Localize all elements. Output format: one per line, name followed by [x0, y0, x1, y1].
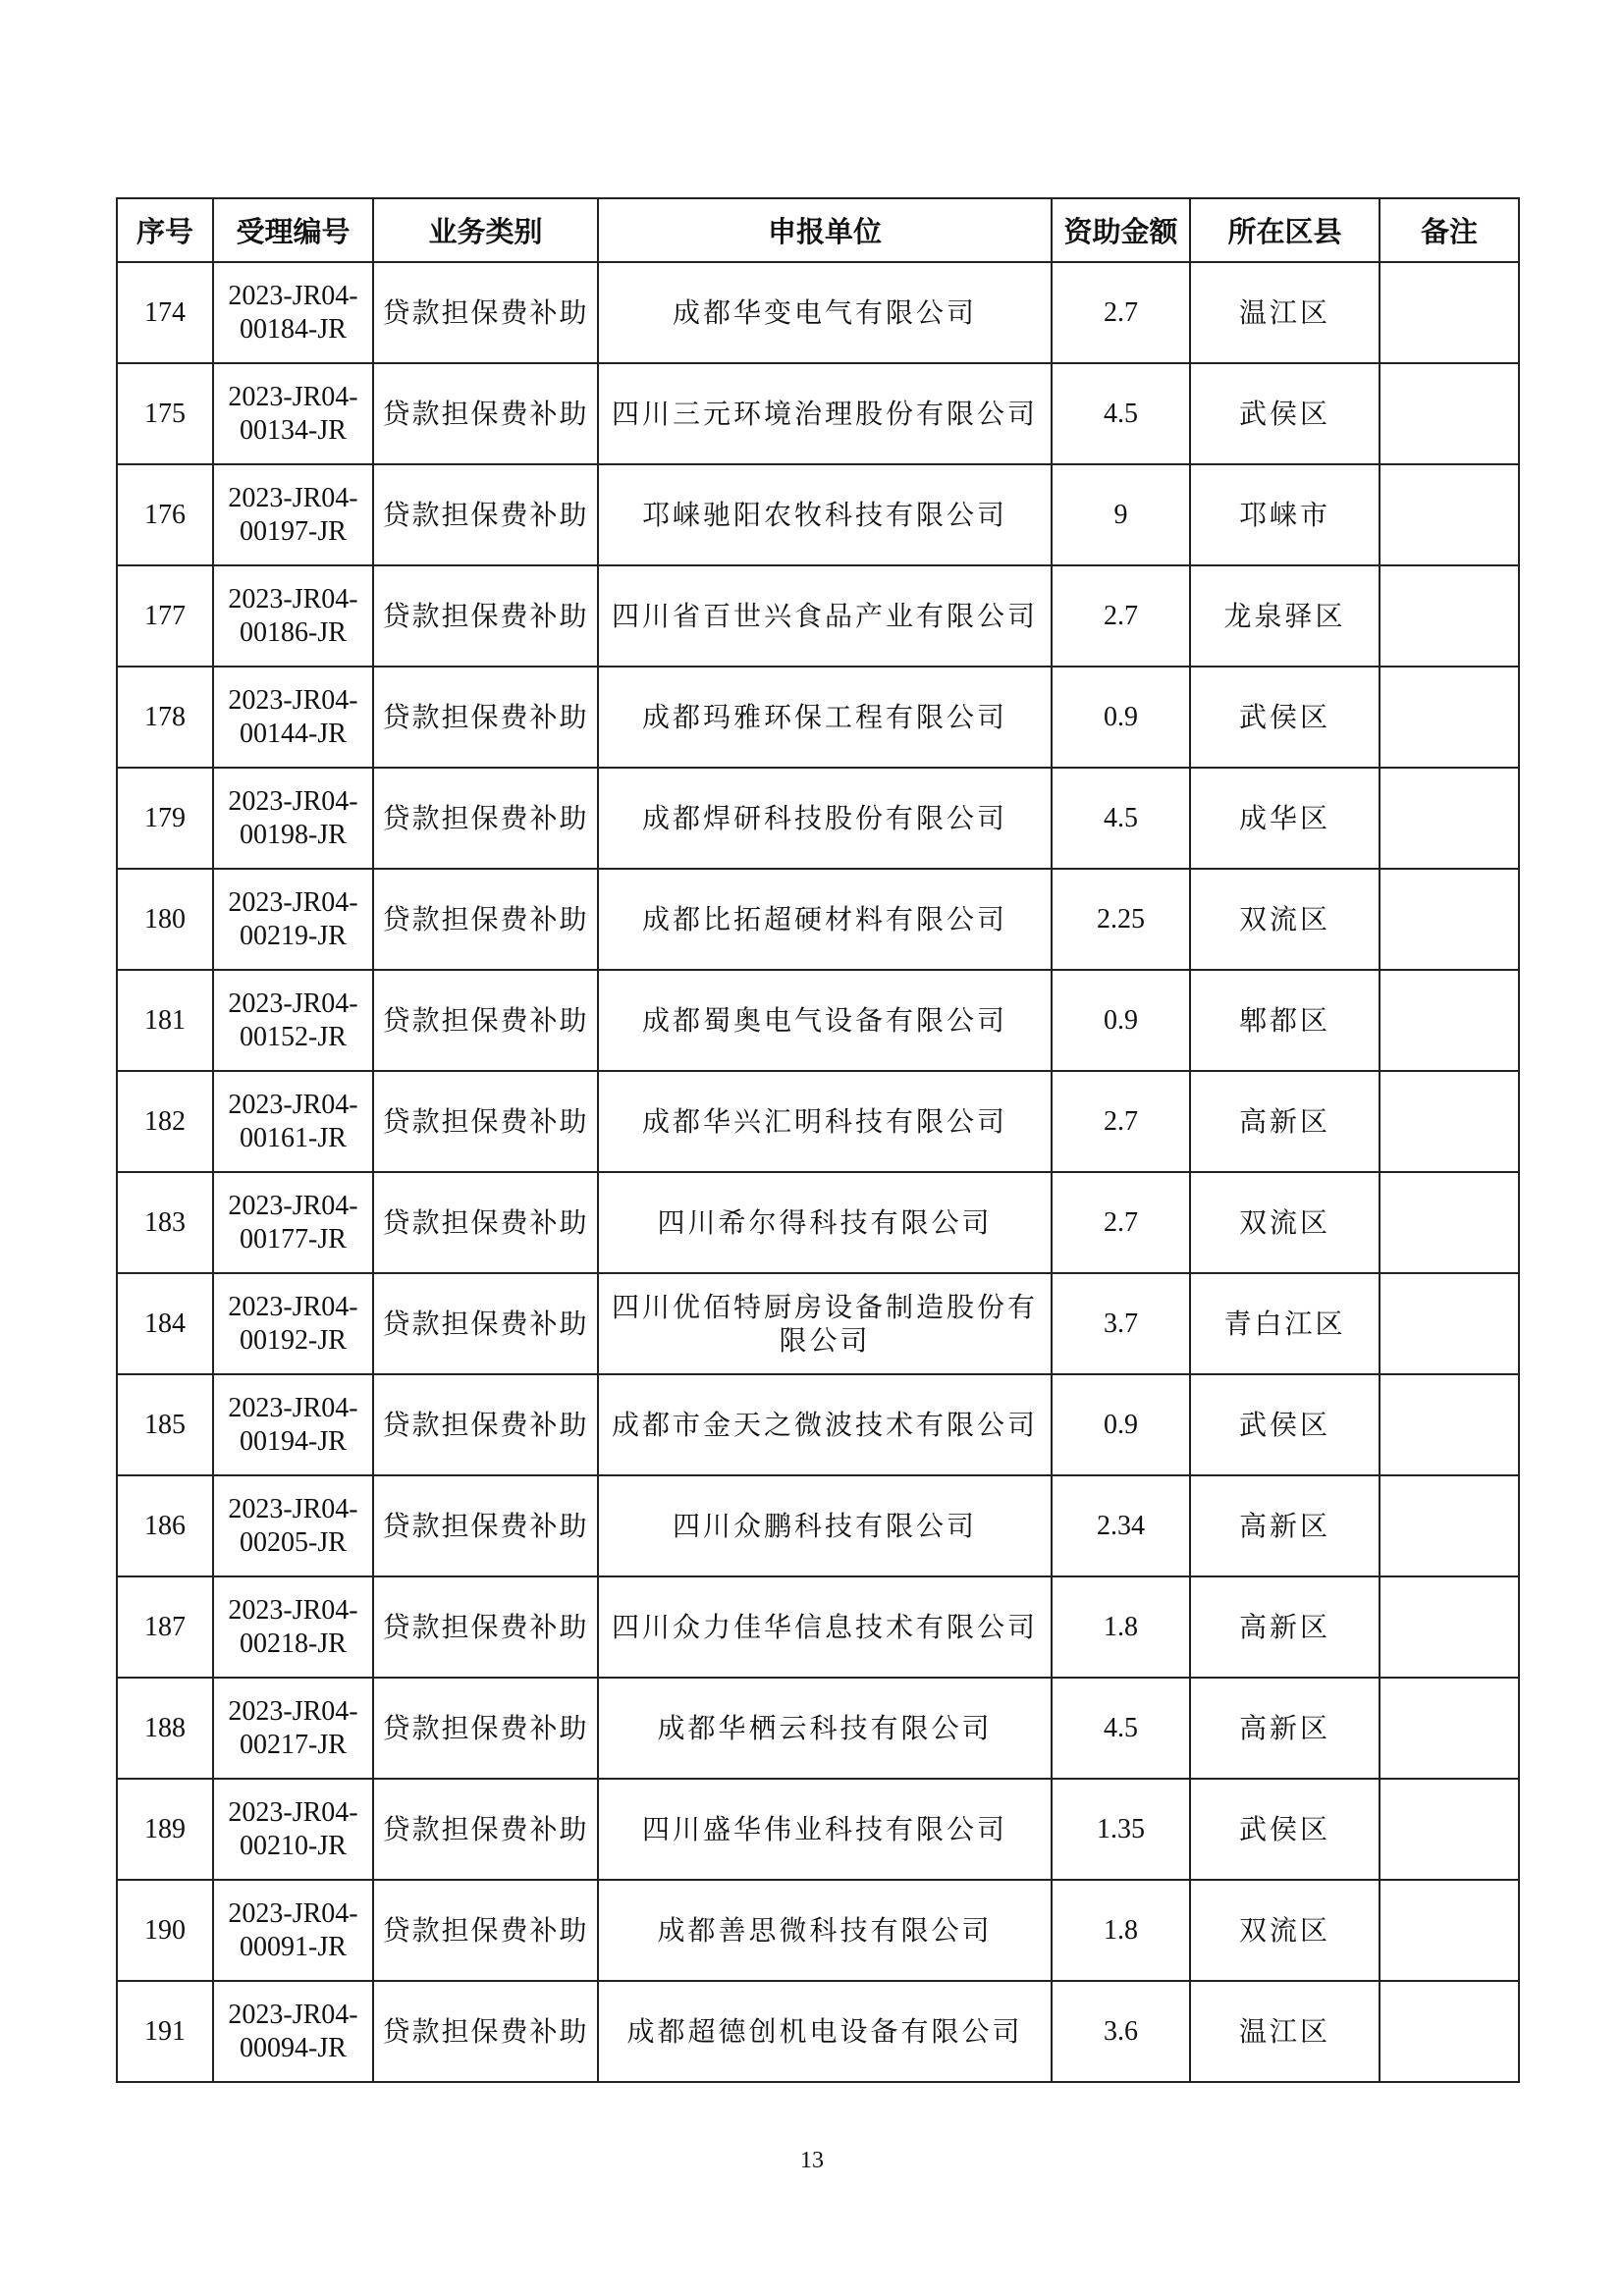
cell-seq: 190	[117, 1880, 213, 1981]
cell-seq: 188	[117, 1678, 213, 1779]
cell-district: 高新区	[1190, 1071, 1380, 1172]
cell-district: 成华区	[1190, 768, 1380, 869]
cell-category: 贷款担保费补助	[373, 1576, 598, 1678]
cell-code-line-2: 00152-JR	[240, 1021, 347, 1052]
cell-code-line-1: 2023-JR04-	[228, 1089, 358, 1120]
table-header-row	[117, 198, 1519, 262]
cell-unit: 成都市金天之微波技术有限公司	[598, 1374, 1052, 1475]
cell-amount: 0.9	[1052, 1374, 1190, 1475]
cell-seq: 184	[117, 1273, 213, 1374]
cell-note	[1380, 1678, 1519, 1779]
table-row	[117, 869, 1519, 970]
cell-code	[213, 1071, 373, 1172]
cell-seq: 187	[117, 1576, 213, 1678]
cell-district: 龙泉驿区	[1190, 565, 1380, 667]
cell-code-line-2: 00184-JR	[240, 313, 347, 345]
cell-code-line-1: 2023-JR04-	[228, 381, 358, 412]
cell-code-line-1: 2023-JR04-	[228, 1594, 358, 1626]
cell-district: 高新区	[1190, 1678, 1380, 1779]
cell-unit: 四川三元环境治理股份有限公司	[598, 363, 1052, 464]
cell-code-line-1: 2023-JR04-	[228, 1695, 358, 1727]
cell-code-line-2: 00134-JR	[240, 414, 347, 446]
header-code: 受理编号	[213, 198, 373, 262]
cell-amount: 1.8	[1052, 1576, 1190, 1678]
cell-code-line-1: 2023-JR04-	[228, 1392, 358, 1423]
cell-seq: 176	[117, 464, 213, 565]
cell-district: 武侯区	[1190, 667, 1380, 768]
table-row	[117, 970, 1519, 1071]
cell-seq: 183	[117, 1172, 213, 1273]
cell-code-line-1: 2023-JR04-	[228, 583, 358, 614]
cell-amount: 2.7	[1052, 1071, 1190, 1172]
cell-code-line-2: 00091-JR	[240, 1931, 347, 1962]
cell-code-line-2: 00094-JR	[240, 2032, 347, 2063]
header-category: 业务类别	[373, 198, 598, 262]
cell-seq: 191	[117, 1981, 213, 2082]
table-row	[117, 262, 1519, 363]
cell-seq: 175	[117, 363, 213, 464]
cell-code	[213, 667, 373, 768]
cell-code-line-1: 2023-JR04-	[228, 1999, 358, 2030]
cell-code-line-1: 2023-JR04-	[228, 482, 358, 513]
cell-category: 贷款担保费补助	[373, 262, 598, 363]
cell-amount: 4.5	[1052, 363, 1190, 464]
header-note: 备注	[1380, 198, 1519, 262]
cell-category: 贷款担保费补助	[373, 768, 598, 869]
cell-unit: 成都善思微科技有限公司	[598, 1880, 1052, 1981]
cell-amount: 4.5	[1052, 768, 1190, 869]
table-row	[117, 1071, 1519, 1172]
cell-seq: 182	[117, 1071, 213, 1172]
cell-note	[1380, 768, 1519, 869]
cell-seq: 178	[117, 667, 213, 768]
table-row	[117, 565, 1519, 667]
cell-code-line-2: 00210-JR	[240, 1830, 347, 1861]
cell-note	[1380, 1576, 1519, 1678]
cell-amount: 2.34	[1052, 1475, 1190, 1576]
cell-unit: 四川众鹏科技有限公司	[598, 1475, 1052, 1576]
page-number: 13	[800, 2148, 824, 2173]
cell-category: 贷款担保费补助	[373, 1374, 598, 1475]
cell-amount: 2.25	[1052, 869, 1190, 970]
cell-seq: 185	[117, 1374, 213, 1475]
cell-district: 青白江区	[1190, 1273, 1380, 1374]
cell-district: 温江区	[1190, 1981, 1380, 2082]
cell-unit: 成都华兴汇明科技有限公司	[598, 1071, 1052, 1172]
table-row	[117, 1981, 1519, 2082]
cell-code	[213, 262, 373, 363]
cell-note	[1380, 1779, 1519, 1880]
cell-district: 郫都区	[1190, 970, 1380, 1071]
table-row	[117, 1172, 1519, 1273]
cell-seq: 174	[117, 262, 213, 363]
cell-code-line-1: 2023-JR04-	[228, 988, 358, 1019]
cell-category: 贷款担保费补助	[373, 970, 598, 1071]
cell-code	[213, 464, 373, 565]
cell-amount: 0.9	[1052, 667, 1190, 768]
cell-code	[213, 565, 373, 667]
cell-code-line-1: 2023-JR04-	[228, 785, 358, 817]
cell-category: 贷款担保费补助	[373, 1273, 598, 1374]
cell-code-line-2: 00219-JR	[240, 920, 347, 951]
cell-unit: 成都华栖云科技有限公司	[598, 1678, 1052, 1779]
cell-category: 贷款担保费补助	[373, 1475, 598, 1576]
cell-district: 武侯区	[1190, 1779, 1380, 1880]
cell-code	[213, 1576, 373, 1678]
cell-unit: 四川希尔得科技有限公司	[598, 1172, 1052, 1273]
cell-amount: 2.7	[1052, 262, 1190, 363]
cell-code-line-1: 2023-JR04-	[228, 1291, 358, 1322]
cell-note	[1380, 869, 1519, 970]
cell-seq: 181	[117, 970, 213, 1071]
cell-code	[213, 1172, 373, 1273]
cell-category: 贷款担保费补助	[373, 869, 598, 970]
cell-district: 双流区	[1190, 1880, 1380, 1981]
cell-amount: 4.5	[1052, 1678, 1190, 1779]
cell-code-line-2: 00198-JR	[240, 819, 347, 850]
cell-unit: 四川盛华伟业科技有限公司	[598, 1779, 1052, 1880]
cell-code	[213, 1779, 373, 1880]
table-row	[117, 363, 1519, 464]
cell-unit: 成都超德创机电设备有限公司	[598, 1981, 1052, 2082]
cell-code-line-2: 00218-JR	[240, 1628, 347, 1659]
cell-unit: 四川优佰特厨房设备制造股份有限公司	[598, 1273, 1052, 1374]
cell-code	[213, 869, 373, 970]
table-row	[117, 464, 1519, 565]
cell-category: 贷款担保费补助	[373, 363, 598, 464]
table-row	[117, 1779, 1519, 1880]
cell-code-line-2: 00186-JR	[240, 616, 347, 648]
table-row	[117, 1678, 1519, 1779]
cell-code-line-1: 2023-JR04-	[228, 684, 358, 716]
cell-note	[1380, 1475, 1519, 1576]
cell-code	[213, 1981, 373, 2082]
cell-amount: 0.9	[1052, 970, 1190, 1071]
cell-code-line-2: 00144-JR	[240, 718, 347, 749]
cell-unit: 成都比拓超硬材料有限公司	[598, 869, 1052, 970]
cell-code	[213, 768, 373, 869]
cell-code-line-2: 00197-JR	[240, 515, 347, 547]
cell-code	[213, 363, 373, 464]
cell-note	[1380, 1880, 1519, 1981]
table-row	[117, 1374, 1519, 1475]
header-district: 所在区县	[1190, 198, 1380, 262]
cell-note	[1380, 464, 1519, 565]
cell-category: 贷款担保费补助	[373, 464, 598, 565]
cell-seq: 180	[117, 869, 213, 970]
cell-amount: 1.35	[1052, 1779, 1190, 1880]
cell-amount: 3.7	[1052, 1273, 1190, 1374]
cell-unit: 邛崃驰阳农牧科技有限公司	[598, 464, 1052, 565]
table-row	[117, 667, 1519, 768]
header-unit: 申报单位	[598, 198, 1052, 262]
cell-note	[1380, 1172, 1519, 1273]
cell-seq: 179	[117, 768, 213, 869]
funding-table	[116, 197, 1520, 2083]
cell-amount: 2.7	[1052, 565, 1190, 667]
cell-category: 贷款担保费补助	[373, 1071, 598, 1172]
cell-note	[1380, 363, 1519, 464]
cell-seq: 189	[117, 1779, 213, 1880]
cell-unit: 成都玛雅环保工程有限公司	[598, 667, 1052, 768]
cell-code-line-2: 00161-JR	[240, 1122, 347, 1153]
cell-amount: 3.6	[1052, 1981, 1190, 2082]
cell-district: 高新区	[1190, 1576, 1380, 1678]
cell-code-line-1: 2023-JR04-	[228, 1796, 358, 1828]
cell-code-line-1: 2023-JR04-	[228, 886, 358, 918]
cell-code-line-2: 00177-JR	[240, 1223, 347, 1255]
cell-code-line-2: 00194-JR	[240, 1425, 347, 1457]
cell-note	[1380, 1273, 1519, 1374]
cell-code	[213, 970, 373, 1071]
cell-district: 双流区	[1190, 869, 1380, 970]
cell-note	[1380, 262, 1519, 363]
cell-unit: 成都焊研科技股份有限公司	[598, 768, 1052, 869]
cell-unit: 成都华变电气有限公司	[598, 262, 1052, 363]
cell-code-line-2: 00192-JR	[240, 1324, 347, 1356]
cell-note	[1380, 1071, 1519, 1172]
cell-code	[213, 1475, 373, 1576]
table-row	[117, 1475, 1519, 1576]
cell-seq: 186	[117, 1475, 213, 1576]
cell-code-line-1: 2023-JR04-	[228, 1190, 358, 1221]
cell-seq: 177	[117, 565, 213, 667]
cell-district: 温江区	[1190, 262, 1380, 363]
cell-code	[213, 1880, 373, 1981]
cell-code-line-1: 2023-JR04-	[228, 1493, 358, 1524]
cell-note	[1380, 565, 1519, 667]
table-row	[117, 1273, 1519, 1374]
cell-unit: 成都蜀奥电气设备有限公司	[598, 970, 1052, 1071]
cell-district: 邛崃市	[1190, 464, 1380, 565]
cell-note	[1380, 970, 1519, 1071]
cell-amount: 9	[1052, 464, 1190, 565]
cell-note	[1380, 667, 1519, 768]
cell-code-line-1: 2023-JR04-	[228, 280, 358, 311]
cell-code-line-2: 00217-JR	[240, 1729, 347, 1760]
cell-amount: 1.8	[1052, 1880, 1190, 1981]
cell-unit: 四川省百世兴食品产业有限公司	[598, 565, 1052, 667]
cell-note	[1380, 1374, 1519, 1475]
cell-category: 贷款担保费补助	[373, 565, 598, 667]
cell-district: 武侯区	[1190, 363, 1380, 464]
cell-code-line-2: 00205-JR	[240, 1526, 347, 1558]
cell-amount: 2.7	[1052, 1172, 1190, 1273]
header-seq: 序号	[117, 198, 213, 262]
cell-unit: 四川众力佳华信息技术有限公司	[598, 1576, 1052, 1678]
table-row	[117, 1576, 1519, 1678]
cell-category: 贷款担保费补助	[373, 1880, 598, 1981]
table-row	[117, 768, 1519, 869]
cell-code	[213, 1678, 373, 1779]
table-body	[117, 262, 1519, 2082]
cell-district: 高新区	[1190, 1475, 1380, 1576]
table-row	[117, 1880, 1519, 1981]
cell-code	[213, 1273, 373, 1374]
cell-category: 贷款担保费补助	[373, 1172, 598, 1273]
cell-code-line-1: 2023-JR04-	[228, 1897, 358, 1929]
cell-district: 武侯区	[1190, 1374, 1380, 1475]
cell-category: 贷款担保费补助	[373, 1981, 598, 2082]
cell-note	[1380, 1981, 1519, 2082]
cell-district: 双流区	[1190, 1172, 1380, 1273]
cell-category: 贷款担保费补助	[373, 1779, 598, 1880]
cell-category: 贷款担保费补助	[373, 1678, 598, 1779]
cell-category: 贷款担保费补助	[373, 667, 598, 768]
cell-code	[213, 1374, 373, 1475]
header-amount: 资助金额	[1052, 198, 1190, 262]
